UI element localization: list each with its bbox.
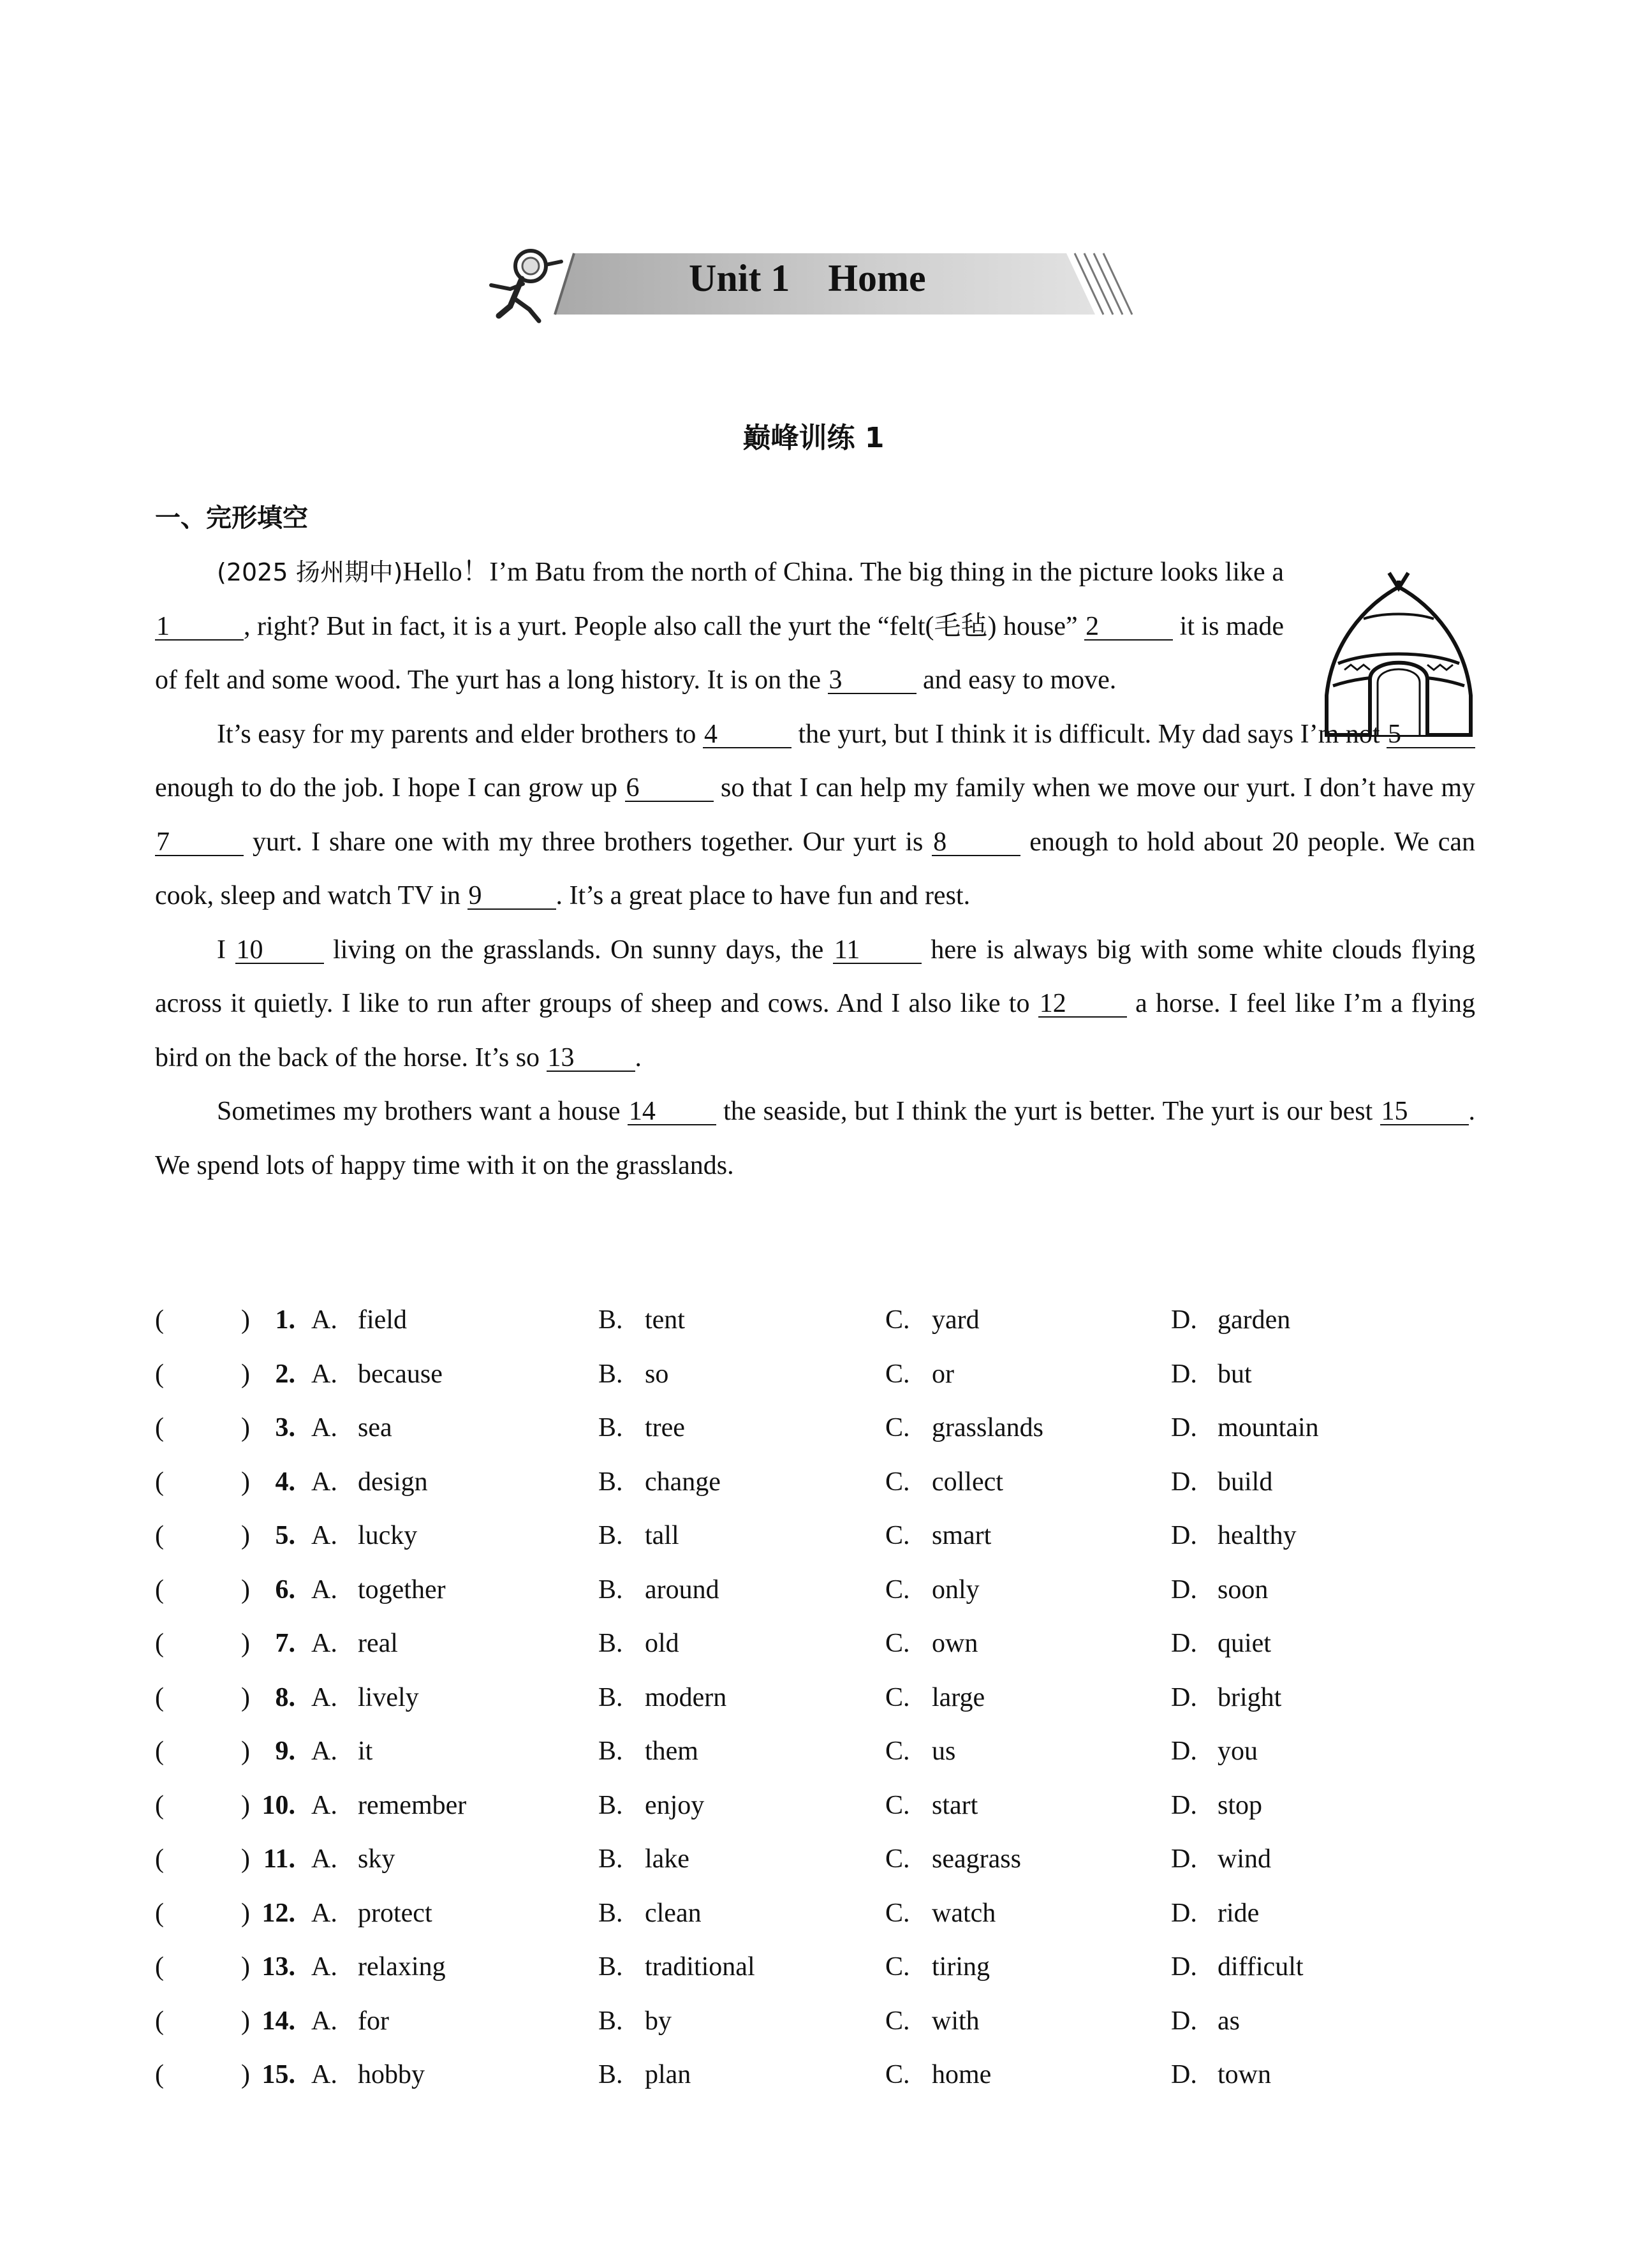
blank-7[interactable]: 7 (155, 829, 244, 856)
option-label: A. (311, 1790, 337, 1820)
option-label: A. (311, 2060, 337, 2089)
answer-paren-left[interactable]: ( (155, 1898, 164, 1928)
option-c[interactable] (885, 1412, 1043, 1443)
option-c[interactable] (885, 1844, 1021, 1874)
blank-14[interactable]: 14 (628, 1099, 716, 1125)
option-a[interactable] (311, 2006, 389, 2036)
option-c[interactable] (885, 1575, 980, 1605)
option-label: B. (598, 1413, 623, 1442)
option-b[interactable] (598, 1898, 702, 1929)
question-row (155, 1736, 1475, 1790)
option-d[interactable] (1171, 1575, 1268, 1605)
blank-1[interactable]: 1 (155, 614, 244, 641)
answer-paren-right[interactable]: ) (241, 1359, 250, 1389)
question-number: 2. (275, 1359, 295, 1389)
answer-paren-right[interactable]: ) (241, 2060, 250, 2089)
answer-paren-left[interactable]: ( (155, 1952, 164, 1982)
question-row (155, 1467, 1475, 1521)
question-number: 6. (275, 1575, 295, 1605)
option-text: town (1218, 2060, 1271, 2089)
option-a[interactable] (311, 1520, 417, 1551)
answer-paren-left[interactable]: ( (155, 1844, 164, 1874)
option-d[interactable] (1171, 1520, 1297, 1551)
option-b[interactable] (598, 1359, 668, 1390)
question-number: 12. (261, 1898, 295, 1928)
option-text: tent (645, 1305, 685, 1335)
option-label: D. (1171, 1521, 1197, 1550)
answer-paren-left[interactable]: ( (155, 1413, 164, 1442)
question-row (155, 1575, 1475, 1629)
option-d[interactable] (1171, 2006, 1240, 2036)
option-text: smart (932, 1521, 992, 1550)
option-text: remember (358, 1790, 467, 1820)
option-a[interactable] (311, 1412, 392, 1443)
blank-9[interactable]: 9 (467, 883, 556, 910)
option-text: relaxing (358, 1952, 446, 1982)
question-number: 1. (275, 1305, 295, 1335)
option-text: them (645, 1737, 698, 1766)
option-label: A. (311, 1952, 337, 1982)
option-d[interactable] (1171, 1844, 1271, 1874)
option-text: own (932, 1629, 978, 1658)
option-text: lake (645, 1844, 689, 1874)
option-label: C. (885, 1359, 910, 1389)
question-row (155, 1682, 1475, 1737)
question-number: 9. (275, 1737, 295, 1766)
option-label: C. (885, 2006, 910, 2036)
blank-15[interactable]: 15 (1380, 1099, 1469, 1125)
option-c[interactable] (885, 1790, 978, 1821)
option-d[interactable] (1171, 1898, 1259, 1929)
paragraph-1: (2025 扬州期中)Hello！I’m Batu from the north of China. The big thing in the picture looks like a 1 , right? But in fact, it is a yurt. People also call the yurt the “felt(毛毡) house” 2 it is made of felt and some wood. The yurt has a long history. It is on the 3 and easy to move. (155, 558, 1284, 695)
option-b[interactable] (598, 1305, 685, 1335)
option-text: healthy (1218, 1521, 1297, 1550)
option-label: B. (598, 1737, 623, 1766)
option-label: B. (598, 1844, 623, 1874)
option-b[interactable] (598, 1952, 755, 1982)
option-label: B. (598, 1629, 623, 1658)
option-label: D. (1171, 1467, 1197, 1497)
option-label: C. (885, 1629, 910, 1658)
option-label: C. (885, 1898, 910, 1928)
option-b[interactable] (598, 1682, 726, 1713)
question-row (155, 1305, 1475, 1359)
option-text: yard (932, 1305, 980, 1335)
option-label: D. (1171, 1898, 1197, 1928)
answer-paren-left[interactable]: ( (155, 1359, 164, 1389)
option-text: around (645, 1575, 719, 1605)
answer-paren-left[interactable]: ( (155, 2060, 164, 2089)
option-text: ride (1218, 1898, 1260, 1928)
option-text: plan (645, 2060, 691, 2089)
option-label: D. (1171, 1737, 1197, 1766)
answer-paren-left[interactable]: ( (155, 1629, 164, 1658)
option-text: so (645, 1359, 669, 1389)
question-list (155, 1305, 1475, 2114)
option-d[interactable] (1171, 2059, 1271, 2090)
option-text: old (645, 1629, 679, 1658)
option-a[interactable] (311, 1682, 419, 1713)
option-c[interactable] (885, 1520, 991, 1551)
option-b[interactable] (598, 1520, 679, 1551)
question-number: 8. (275, 1682, 295, 1712)
unit-title: Unit 1 Home (689, 257, 926, 299)
question-number: 7. (275, 1629, 295, 1658)
answer-paren-left[interactable]: ( (155, 1790, 164, 1820)
option-label: A. (311, 1359, 337, 1389)
option-label: C. (885, 1467, 910, 1497)
option-label: B. (598, 2006, 623, 2036)
cloze-passage (155, 545, 1475, 1192)
option-a[interactable] (311, 1467, 428, 1497)
option-text: bright (1218, 1682, 1282, 1712)
option-c[interactable] (885, 2006, 980, 2036)
answer-paren-left[interactable]: ( (155, 1467, 164, 1497)
option-a[interactable] (311, 1575, 446, 1605)
option-text: build (1218, 1467, 1273, 1497)
option-text: start (932, 1790, 978, 1820)
answer-paren-right[interactable]: ) (241, 1898, 250, 1928)
option-label: C. (885, 2060, 910, 2089)
source-tag: (2025 扬州期中) (217, 558, 403, 586)
question-row (155, 1359, 1475, 1413)
question-row (155, 1520, 1475, 1575)
option-label: A. (311, 1575, 337, 1605)
question-row (155, 1898, 1475, 1952)
option-d[interactable] (1171, 1790, 1262, 1821)
option-c[interactable] (885, 1682, 985, 1713)
question-row (155, 1412, 1475, 1467)
option-label: C. (885, 1521, 910, 1550)
option-label: A. (311, 1898, 337, 1928)
option-label: C. (885, 1737, 910, 1766)
option-text: collect (932, 1467, 1003, 1497)
option-text: tree (645, 1413, 685, 1442)
paragraph-2: It’s easy for my parents and elder brothers to 4 the yurt, but I think it is difficult. My dad says I’m not 5 enough to do the job. I hope I can grow up 6 so that I can help my family when we move our yurt. I don’t have my 7 yurt. I share one with my three brothers together. Our yurt is 8 enough to hold about 20 people. We can cook, sleep and watch TV in 9 . It’s a great place to have fun and rest. (155, 719, 1476, 910)
option-label: D. (1171, 1844, 1197, 1874)
option-text: as (1218, 2006, 1240, 2036)
option-text: large (932, 1682, 985, 1712)
option-c[interactable] (885, 1952, 990, 1982)
option-a[interactable] (311, 1898, 432, 1929)
question-row (155, 1790, 1475, 1844)
option-label: A. (311, 1844, 337, 1874)
option-text: because (358, 1359, 443, 1389)
option-text: change (645, 1467, 721, 1497)
option-label: A. (311, 1737, 337, 1766)
answer-paren-left[interactable]: ( (155, 2006, 164, 2036)
blank-10[interactable]: 10 (235, 937, 324, 964)
option-text: protect (358, 1898, 432, 1928)
answer-paren-right[interactable]: ) (241, 1305, 250, 1335)
option-label: C. (885, 1790, 910, 1820)
option-text: tiring (932, 1952, 990, 1982)
option-label: C. (885, 1305, 910, 1335)
option-label: D. (1171, 1575, 1197, 1605)
question-row (155, 1844, 1475, 1898)
blank-13[interactable]: 13 (547, 1045, 635, 1072)
option-label: B. (598, 1359, 623, 1389)
option-d[interactable] (1171, 1412, 1319, 1443)
option-label: D. (1171, 1790, 1197, 1820)
answer-paren-left[interactable]: ( (155, 1682, 164, 1712)
blank-4[interactable]: 4 (703, 722, 791, 748)
option-label: D. (1171, 1305, 1197, 1335)
option-label: B. (598, 1305, 623, 1335)
option-c[interactable] (885, 1305, 980, 1335)
option-label: A. (311, 1467, 337, 1497)
answer-paren-right[interactable]: ) (241, 1413, 250, 1442)
paragraph-4: Sometimes my brothers want a house 14 the seaside, but I think the yurt is better. The yurt is our best 15 . We spend lots of happy time with it on the grasslands. (155, 1097, 1475, 1180)
option-label: D. (1171, 2060, 1197, 2089)
option-label: A. (311, 1521, 337, 1550)
option-text: mountain (1218, 1413, 1319, 1442)
option-text: with (932, 2006, 980, 2036)
option-text: field (358, 1305, 407, 1335)
option-label: C. (885, 1844, 910, 1874)
option-text: tall (645, 1521, 679, 1550)
question-number: 4. (275, 1467, 295, 1497)
question-number: 13. (261, 1952, 295, 1982)
option-b[interactable] (598, 1467, 721, 1497)
option-b[interactable] (598, 2006, 672, 2036)
option-a[interactable] (311, 1952, 446, 1982)
question-number: 14. (261, 2006, 295, 2036)
option-text: by (645, 2006, 672, 2036)
option-text: lively (358, 1682, 419, 1712)
option-label: B. (598, 1952, 623, 1982)
blank-11[interactable]: 11 (833, 937, 922, 964)
option-text: for (358, 2006, 389, 2036)
option-a[interactable] (311, 1359, 443, 1390)
option-text: or (932, 1359, 954, 1389)
answer-paren-right[interactable]: ) (241, 1790, 250, 1820)
blank-3[interactable]: 3 (828, 667, 917, 694)
option-b[interactable] (598, 1412, 685, 1443)
option-label: B. (598, 1521, 623, 1550)
option-text: home (932, 2060, 992, 2089)
option-label: B. (598, 1898, 623, 1928)
option-label: A. (311, 1629, 337, 1658)
option-b[interactable] (598, 1844, 689, 1874)
question-number: 11. (263, 1844, 295, 1874)
option-text: us (932, 1737, 956, 1766)
answer-paren-left[interactable]: ( (155, 1575, 164, 1605)
part-heading: 一、完形填空 (155, 503, 308, 533)
option-b[interactable] (598, 1790, 704, 1821)
option-label: D. (1171, 2006, 1197, 2036)
option-label: C. (885, 1413, 910, 1442)
option-label: B. (598, 1682, 623, 1712)
answer-paren-left[interactable]: ( (155, 1737, 164, 1766)
answer-paren-right[interactable]: ) (241, 1467, 250, 1497)
question-number: 15. (261, 2060, 295, 2089)
magnifier-person-icon (485, 246, 568, 325)
option-label: D. (1171, 1629, 1197, 1658)
option-d[interactable] (1171, 1467, 1272, 1497)
question-row (155, 1628, 1475, 1682)
option-d[interactable] (1171, 1682, 1281, 1713)
option-text: seagrass (932, 1844, 1021, 1874)
question-row (155, 2059, 1475, 2114)
option-a[interactable] (311, 1628, 398, 1659)
option-label: C. (885, 1682, 910, 1712)
option-text: garden (1218, 1305, 1291, 1335)
option-b[interactable] (598, 1575, 719, 1605)
answer-paren-right[interactable]: ) (241, 2006, 250, 2036)
option-b[interactable] (598, 2059, 691, 2090)
option-c[interactable] (885, 2059, 991, 2090)
option-text: soon (1218, 1575, 1269, 1605)
option-label: D. (1171, 1952, 1197, 1982)
answer-paren-right[interactable]: ) (241, 1737, 250, 1766)
option-text: hobby (358, 2060, 425, 2089)
answer-paren-right[interactable]: ) (241, 1952, 250, 1982)
option-text: watch (932, 1898, 996, 1928)
paragraph-3: I 10 living on the grasslands. On sunny days, the 11 here is always big with some white clouds flying across it quietly. I like to run after groups of sheep and cows. And I also like to 12 a horse. I feel like I’m a flying bird on the back of the horse. It’s so 13 . (155, 935, 1475, 1072)
option-c[interactable] (885, 1898, 996, 1929)
blank-8[interactable]: 8 (932, 829, 1020, 856)
option-text: clean (645, 1898, 702, 1928)
option-text: enjoy (645, 1790, 705, 1820)
option-text: design (358, 1467, 428, 1497)
option-text: modern (645, 1682, 727, 1712)
option-text: but (1218, 1359, 1252, 1389)
option-a[interactable] (311, 1736, 372, 1767)
section-title: 巅峰训练 1 (742, 422, 885, 454)
option-text: wind (1218, 1844, 1271, 1874)
option-text: quiet (1218, 1629, 1271, 1658)
answer-paren-left[interactable]: ( (155, 1305, 164, 1335)
option-c[interactable] (885, 1359, 954, 1390)
answer-paren-right[interactable]: ) (241, 1521, 250, 1550)
blank-6[interactable]: 6 (625, 775, 714, 802)
option-a[interactable] (311, 2059, 425, 2090)
option-label: D. (1171, 1359, 1197, 1389)
option-b[interactable] (598, 1628, 679, 1659)
question-number: 5. (275, 1521, 295, 1550)
option-label: B. (598, 1467, 623, 1497)
option-label: A. (311, 1305, 337, 1335)
option-label: C. (885, 1952, 910, 1982)
question-row (155, 2006, 1475, 2060)
option-a[interactable] (311, 1790, 466, 1821)
option-text: difficult (1218, 1952, 1304, 1982)
question-number: 10. (261, 1790, 295, 1820)
option-label: B. (598, 1790, 623, 1820)
answer-paren-right[interactable]: ) (241, 1575, 250, 1605)
blank-2[interactable]: 2 (1084, 614, 1173, 641)
answer-paren-right[interactable]: ) (241, 1682, 250, 1712)
option-label: B. (598, 2060, 623, 2089)
option-text: real (358, 1629, 398, 1658)
blank-5[interactable]: 5 (1387, 722, 1475, 748)
option-text: traditional (645, 1952, 755, 1982)
option-text: you (1218, 1737, 1258, 1766)
option-label: A. (311, 1413, 337, 1442)
option-text: it (358, 1737, 373, 1766)
option-label: A. (311, 2006, 337, 2036)
option-text: sea (358, 1413, 392, 1442)
answer-paren-left[interactable]: ( (155, 1521, 164, 1550)
blank-12[interactable]: 12 (1038, 991, 1127, 1018)
question-number: 3. (275, 1413, 295, 1442)
option-text: lucky (358, 1521, 418, 1550)
option-d[interactable] (1171, 1359, 1252, 1390)
option-c[interactable] (885, 1628, 978, 1659)
option-d[interactable] (1171, 1628, 1271, 1659)
option-text: together (358, 1575, 446, 1605)
option-a[interactable] (311, 1305, 407, 1335)
answer-paren-right[interactable]: ) (241, 1844, 250, 1874)
option-b[interactable] (598, 1736, 698, 1767)
option-text: grasslands (932, 1413, 1043, 1442)
option-c[interactable] (885, 1467, 1003, 1497)
option-d[interactable] (1171, 1952, 1304, 1982)
option-text: stop (1218, 1790, 1263, 1820)
answer-paren-right[interactable]: ) (241, 1629, 250, 1658)
option-label: A. (311, 1682, 337, 1712)
option-label: D. (1171, 1682, 1197, 1712)
option-label: D. (1171, 1413, 1197, 1442)
option-a[interactable] (311, 1844, 395, 1874)
option-c[interactable] (885, 1736, 955, 1767)
option-label: B. (598, 1575, 623, 1605)
option-d[interactable] (1171, 1305, 1290, 1335)
option-text: sky (358, 1844, 395, 1874)
option-label: C. (885, 1575, 910, 1605)
question-row (155, 1952, 1475, 2006)
option-d[interactable] (1171, 1736, 1258, 1767)
option-text: only (932, 1575, 980, 1605)
